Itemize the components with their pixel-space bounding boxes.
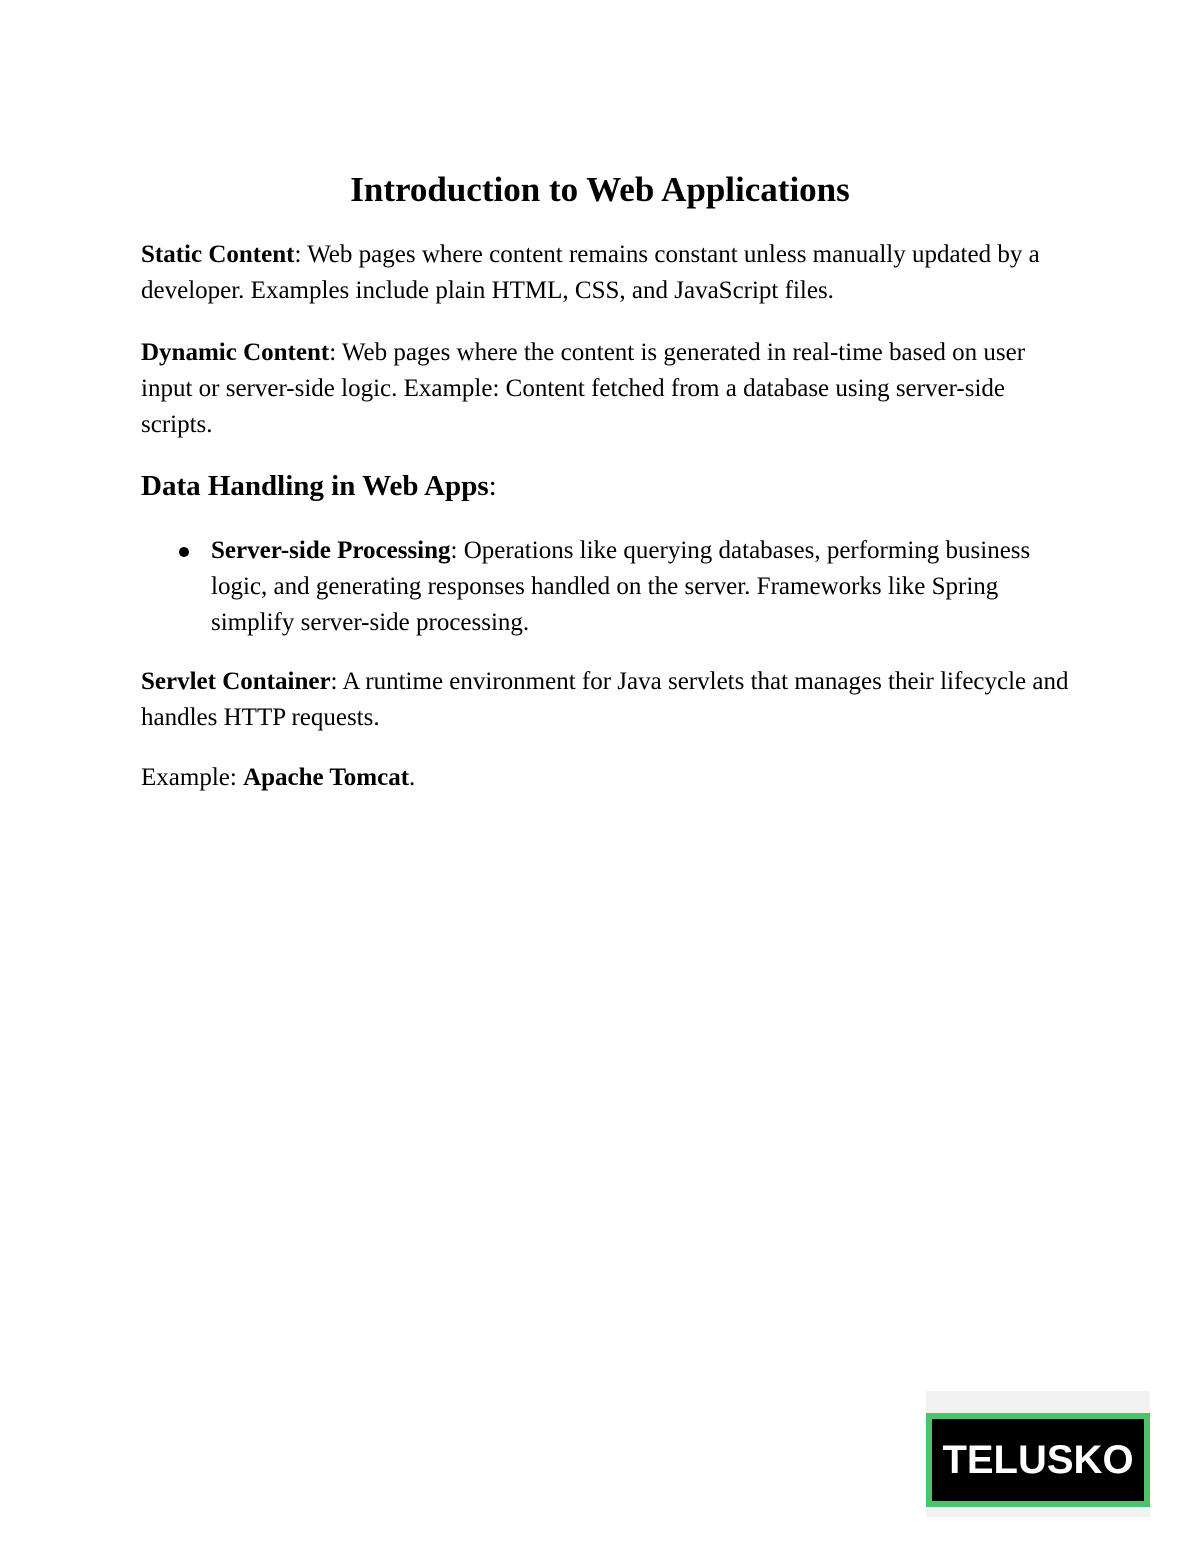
dynamic-content-text: : Web pages where the content is generated in real-time based on user input or server-side logic. Example: Content fetched from a database using server-side scripts. <box>141 339 1026 438</box>
data-handling-list <box>141 533 1071 641</box>
telusko-logo <box>926 1391 1150 1517</box>
servlet-container-term: Servlet Container <box>141 668 331 695</box>
example-paragraph <box>141 760 1071 796</box>
list-item <box>141 533 1071 641</box>
page-title: Introduction to Web Applications <box>350 170 850 209</box>
bullet-icon <box>179 547 189 557</box>
static-content-term: Static Content <box>141 241 295 268</box>
dynamic-content-paragraph <box>141 335 1071 443</box>
servlet-container-text: : A runtime environment for Java servlets that manages their lifecycle and handles HTTP requests. <box>141 668 1069 731</box>
static-content-text: : Web pages where content remains constant unless manually updated by a developer. Examples include plain HTML, CSS, and JavaScript files. <box>141 241 1040 304</box>
example-prefix: Example: <box>141 764 244 791</box>
servlet-container-paragraph <box>141 664 1071 736</box>
data-handling-heading-suffix: : <box>488 470 497 502</box>
example-suffix: . <box>409 764 416 791</box>
server-side-processing-term: Server-side Processing <box>211 537 451 564</box>
telusko-logo-text: TELUSKO <box>942 1437 1134 1482</box>
static-content-paragraph <box>141 237 1071 309</box>
server-side-processing-text: : Operations like querying databases, performing business logic, and generating responses handled on the server. Frameworks like Spring simplify server-side processing. <box>211 537 1031 636</box>
example-term: Apache Tomcat <box>243 764 410 791</box>
data-handling-heading-text: Data Handling in Web Apps <box>141 470 489 502</box>
data-handling-heading <box>141 466 1071 506</box>
telusko-logo-box <box>926 1413 1150 1507</box>
dynamic-content-term: Dynamic Content <box>141 339 330 366</box>
